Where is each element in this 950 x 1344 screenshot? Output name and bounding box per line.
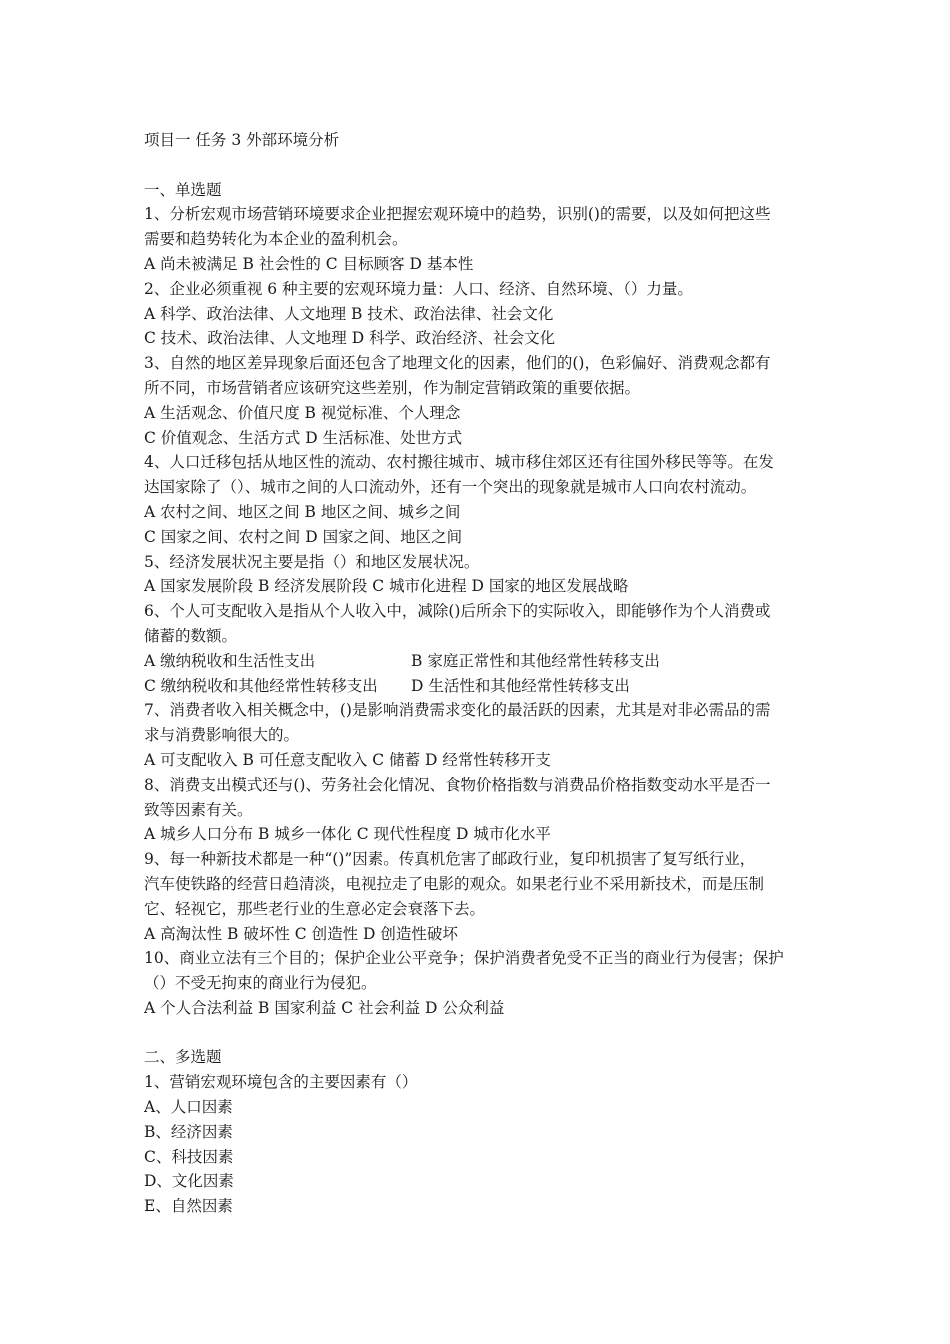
question-5-options: A 国家发展阶段 B 经济发展阶段 C 城市化进程 D 国家的地区发展战略 — [144, 577, 629, 596]
question-10-text-cont: （）不受无拘束的商业行为侵犯。 — [144, 974, 377, 993]
question-6-option-b: B 家庭正常性和其他经常性转移支出 — [411, 651, 660, 670]
question-9-text: 9、每一种新技术都是一种“()”因素。传真机危害了邮政行业，复印机损害了复写纸行业， — [144, 850, 756, 869]
document-page — [144, 128, 810, 1219]
question-3-options-cd: C 价值观念、生活方式 D 生活标准、处世方式 — [144, 428, 463, 447]
multi-question-1-option-b: B、经济因素 — [144, 1122, 233, 1141]
question-7-options: A 可支配收入 B 可任意支配收入 C 储蓄 D 经常性转移开支 — [144, 750, 551, 769]
question-1-options: A 尚未被满足 B 社会性的 C 目标顾客 D 基本性 — [144, 254, 474, 273]
document-title: 项目一 任务 3 外部环境分析 — [144, 131, 340, 149]
question-6-options-ab — [144, 649, 810, 674]
question-6-option-d: D 生活性和其他经常性转移支出 — [411, 676, 630, 695]
section-heading-multiple-choice: 二、多选题 — [144, 1048, 222, 1067]
question-2-options-ab: A 科学、政治法律、人文地理 B 技术、政治法律、社会文化 — [144, 304, 554, 323]
question-3-text-cont: 所不同，市场营销者应该研究这些差别，作为制定营销政策的重要依据。 — [144, 378, 641, 397]
question-7-text-cont: 求与消费影响很大的。 — [144, 726, 300, 745]
question-7-text: 7、消费者收入相关概念中，()是影响消费需求变化的最活跃的因素，尤其是对非必需品的需 — [144, 701, 771, 720]
question-4-options-cd: C 国家之间、农村之间 D 国家之间、地区之间 — [144, 527, 463, 546]
multi-question-1-option-e: E、自然因素 — [144, 1197, 233, 1216]
question-6-text: 6、个人可支配收入是指从个人收入中，减除()后所余下的实际收入，即能够作为个人消费或 — [144, 602, 771, 621]
question-10-text: 10、商业立法有三个目的；保护企业公平竞争；保护消费者免受不正当的商业行为侵害；保护 — [144, 949, 784, 968]
question-4-text: 4、人口迁移包括从地区性的流动、农村搬往城市、城市移住郊区还有往国外移民等等。在发 — [144, 453, 774, 472]
question-3-options-ab: A 生活观念、价值尺度 B 视觉标准、个人理念 — [144, 403, 461, 422]
question-4-text-cont: 达国家除了（）、城市之间的人口流动外，还有一个突出的现象就是城市人口向农村流动。 — [144, 478, 757, 497]
question-1-text: 1、分析宏观市场营销环境要求企业把握宏观环境中的趋势，识别()的需要，以及如何把这些 — [144, 205, 771, 224]
question-9-text-cont: 汽车使铁路的经营日趋清淡，电视拉走了电影的观众。如果老行业不采用新技术，而是压制 — [144, 874, 765, 893]
multi-question-1-option-a: A、人口因素 — [144, 1098, 233, 1117]
question-6-text-cont: 储蓄的数额。 — [144, 626, 238, 645]
question-6-option-c: C 缴纳税收和其他经常性转移支出 — [144, 676, 378, 695]
question-6-option-a: A 缴纳税收和生活性支出 — [144, 651, 316, 670]
question-9-text-cont-2: 它、轻视它，那些老行业的生意必定会衰落下去。 — [144, 899, 486, 918]
question-8-options: A 城乡人口分布 B 城乡一体化 C 现代性程度 D 城市化水平 — [144, 825, 551, 844]
question-1-text-cont: 需要和趋势转化为本企业的盈利机会。 — [144, 230, 408, 249]
question-2-options-cd: C 技术、政治法律、人文地理 D 科学、政治经济、社会文化 — [144, 329, 556, 348]
spacer — [144, 1021, 810, 1046]
multi-question-1-option-d: D、文化因素 — [144, 1172, 234, 1191]
question-10-options: A 个人合法利益 B 国家利益 C 社会利益 D 公众利益 — [144, 998, 505, 1017]
multi-question-1-option-c: C、科技因素 — [144, 1147, 234, 1166]
question-6-options-cd — [144, 674, 810, 699]
question-8-text: 8、消费支出模式还与()、劳务社会化情况、食物价格指数与消费品价格指数变动水平是否一 — [144, 775, 771, 794]
question-5-text: 5、经济发展状况主要是指（）和地区发展状况。 — [144, 552, 480, 571]
spacer — [144, 153, 810, 178]
multi-question-1-text: 1、营销宏观环境包含的主要因素有（） — [144, 1073, 418, 1092]
question-4-options-ab: A 农村之间、地区之间 B 地区之间、城乡之间 — [144, 502, 461, 521]
question-9-options: A 高淘汰性 B 破坏性 C 创造性 D 创造性破坏 — [144, 924, 458, 943]
question-3-text: 3、自然的地区差异现象后面还包含了地理文化的因素，他们的()，色彩偏好、消费观念都有 — [144, 354, 771, 373]
section-heading-single-choice: 一、单选题 — [144, 180, 222, 199]
question-2-text: 2、企业必须重视 6 种主要的宏观环境力量：人口、经济、自然环境、（）力量。 — [144, 279, 693, 298]
question-8-text-cont: 致等因素有关。 — [144, 800, 253, 819]
